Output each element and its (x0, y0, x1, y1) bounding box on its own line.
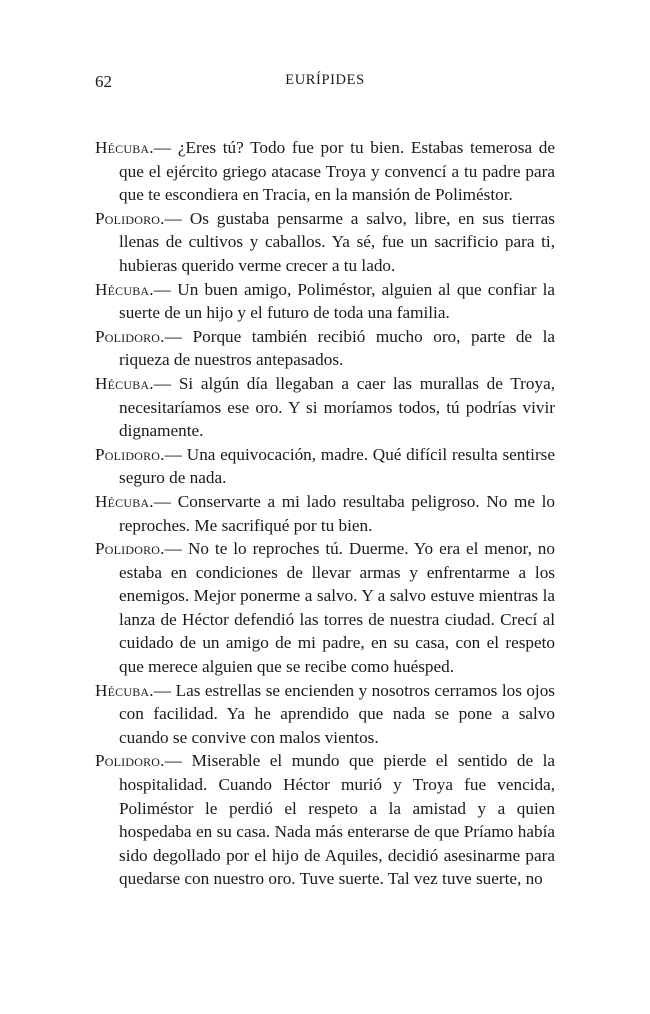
page-number: 62 (95, 72, 112, 91)
book-page (95, 72, 555, 891)
dialogue-speech: Las estrellas se encienden y nosotros cerramos los ojos con facilidad. Ya he aprendido que nada se pone a salvo cuando se convive con malos vientos. (119, 680, 555, 747)
dialogue-line (95, 537, 555, 679)
speaker-name: Hécuba.— (95, 138, 172, 157)
dialogue-line (95, 372, 555, 443)
dialogue-speech: Porque también recibió mucho oro, parte de la riqueza de nuestros antepasados. (119, 326, 555, 370)
running-title: EURÍPIDES (285, 72, 365, 88)
speaker-name: Hécuba.— (95, 279, 172, 299)
speaker-name: Polidoro.— (95, 751, 183, 771)
dialogue-line (95, 490, 555, 537)
dialogue-speech: Una equivocación, madre. Qué difícil resulta sentirse seguro de nada. (119, 444, 555, 488)
dialogue-line (95, 278, 555, 325)
dialogue-line (95, 136, 555, 207)
page-header (95, 72, 555, 102)
dialogue-speech: Un buen amigo, Poliméstor, alguien al que confiar la suerte de un hijo y el futuro de toda una familia. (119, 279, 555, 323)
speaker-name: Hécuba.— (95, 680, 172, 700)
speaker-name: Hécuba.— (95, 491, 172, 511)
dialogue-speech: Conservarte a mi lado resultaba peligroso. No me lo reproches. Me sacrifiqué por tu bien. (119, 491, 555, 535)
dialogue-line (95, 749, 555, 891)
dialogue-speech: Os gustaba pensarme a salvo, libre, en sus tierras llenas de cultivos y caballos. Ya sé, fue un sacrificio para ti, hubieras querido verme crecer a tu lado. (119, 208, 555, 275)
dialogue-speech: No te lo reproches tú. Duerme. Yo era el menor, no estaba en condiciones de llevar armas y enfrentarme a los enemigos. Mejor ponerme a salvo. Y a salvo estuve mientras la lanza de Héctor defendió las torres de nuestra ciudad. Crecí al cuidado de un amigo de mi padre, en su casa, con el respeto que merece alguien que se recibe como huésped. (119, 539, 555, 677)
speaker-name: Polidoro.— (95, 539, 183, 559)
dialogue-speech: ¿Eres tú? Todo fue por tu bien. Estabas temerosa de que el ejército griego atacase Troya y convencí a tu padre para que te escondiera en Tracia, en la mansión de Poliméstor. (119, 138, 555, 205)
dialogue-text (95, 136, 555, 891)
dialogue-speech: Miserable el mundo que pierde el sentido de la hospitalidad. Cuando Héctor murió y Troya fue vencida, Poliméstor le perdió el respeto a la amistad y a quien hospedaba en su casa. Nada más enterarse de que Príamo había sido degollado por el hijo de Aquiles, decidió asesinarme para quedarse con nuestro oro. Tuve suerte. Tal vez tuve suerte, no (119, 751, 555, 889)
speaker-name: Hécuba.— (95, 373, 172, 393)
speaker-name: Polidoro.— (95, 208, 183, 228)
speaker-name: Polidoro.— (95, 444, 183, 464)
dialogue-speech: Si algún día llegaban a caer las murallas de Troya, necesitaríamos ese oro. Y si moríamos todos, tú podrías vivir dignamente. (119, 373, 555, 441)
dialogue-line (95, 207, 555, 278)
dialogue-line (95, 679, 555, 750)
speaker-name: Polidoro.— (95, 326, 183, 346)
dialogue-line (95, 443, 555, 490)
dialogue-line (95, 325, 555, 372)
